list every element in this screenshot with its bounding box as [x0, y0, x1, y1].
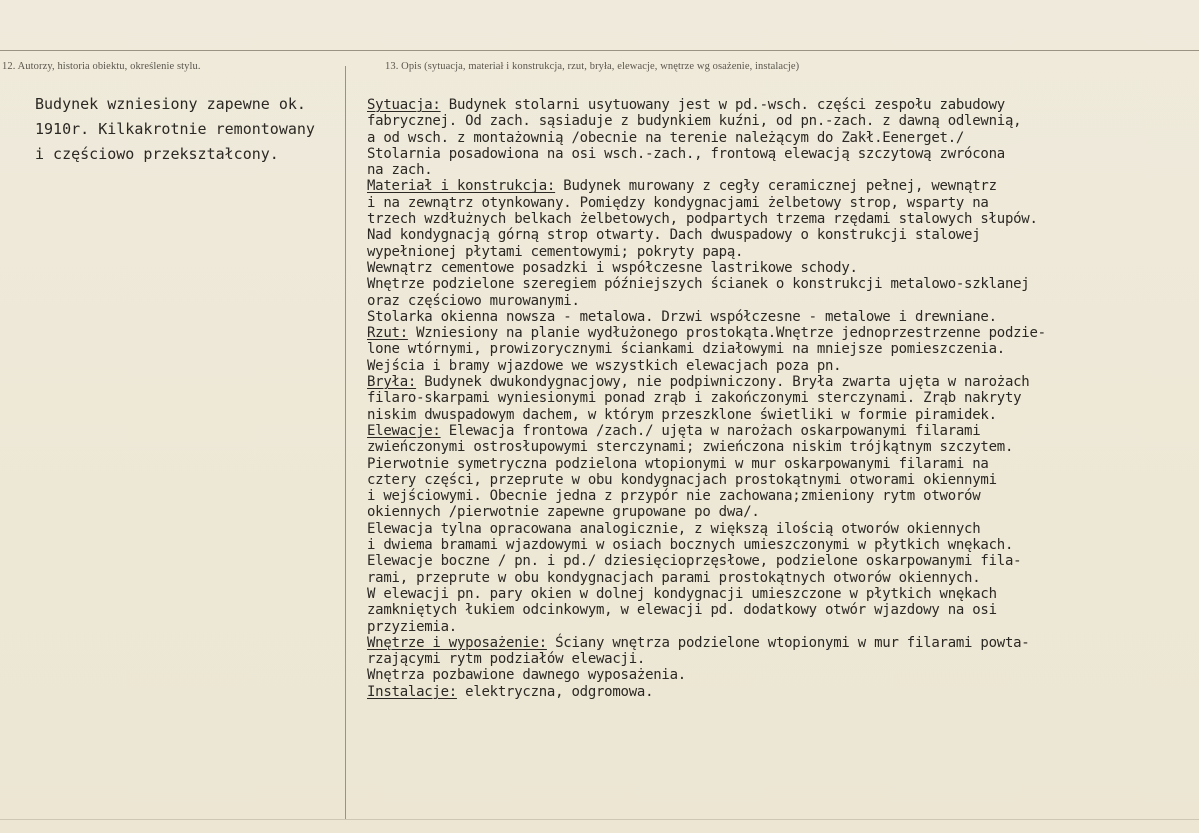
line-text: elektryczna, odgromowa.	[456, 683, 654, 700]
section-label: Rzut:	[367, 325, 408, 342]
description-line	[367, 146, 1192, 162]
line-text: W elewacji pn. pary okien w dolnej kondygnacji umieszczone w płytkich wnękach	[367, 585, 997, 602]
line-text: okiennych /pierwotnie zapewne grupowane po dwa/.	[367, 504, 760, 521]
section-12-header: 12. Autorzy, historia obiektu, określenie stylu.	[2, 61, 201, 72]
line-text: i dwiema bramami wjazdowymi w osiach bocznych umieszczonymi w płytkich wnękach.	[367, 537, 1014, 554]
top-rule	[0, 50, 1199, 51]
description-line	[367, 504, 1192, 520]
line-text: Stolarka okienna nowsza - metalowa. Drzwi współczesne - metalowe i drewniane.	[367, 308, 997, 325]
bottom-rule	[0, 819, 1199, 820]
description-line	[367, 472, 1192, 488]
line-text: trzech wzdłużnych belkach żelbetowych, podpartych trzema rzędami stalowych słupów.	[367, 211, 1038, 228]
line-text: niskim dwuspadowym dachem, w którym przeszklone świetliki w formie piramidek.	[367, 406, 997, 423]
line-text: i na zewnątrz otynkowany. Pomiędzy kondygnacjami żelbetowy strop, wsparty na	[367, 194, 989, 211]
line-text: a od wsch. z montażownią /obecnie na terenie należącym do Zakł.Eenerget./	[367, 129, 965, 146]
line-text: Wnętrze podzielone szeregiem późniejszych ścianek o konstrukcji metalowo-szklanej	[367, 276, 1030, 293]
description-line	[367, 521, 1192, 537]
section-13-header: 13. Opis (sytuacja, materiał i konstrukcja, rzut, bryła, elewacje, wnętrze wg osażenie, instalacje)	[385, 61, 800, 72]
description-line	[367, 341, 1192, 357]
line-text: Wnętrza pozbawione dawnego wyposażenia.	[367, 667, 686, 684]
line-text: wypełnionej płytami cementowymi; pokryty papą.	[367, 243, 744, 260]
line-text: Wewnątrz cementowe posadzki i współczesne lastrikowe schody.	[367, 259, 858, 276]
line-text: Elewacje boczne / pn. i pd./ dziesięcioprzęsłowe, podzielone oskarpowanymi fila-	[367, 553, 1022, 570]
line-text: Budynek murowany z cegły ceramicznej pełnej, wewnątrz	[555, 178, 997, 195]
line-text: przyziemia.	[367, 618, 457, 635]
description-line	[367, 488, 1192, 504]
description-line	[367, 374, 1192, 390]
line-text: Nad kondygnacją górną strop otwarty. Dach dwuspadowy o konstrukcji stalowej	[367, 227, 981, 244]
description-line	[367, 390, 1192, 406]
section-label: Wnętrze i wyposażenie:	[367, 634, 547, 651]
description-line	[367, 211, 1192, 227]
line-text: rzającymi rytm podziałów elewacji.	[367, 651, 646, 668]
line-text: fabrycznej. Od zach. sąsiaduje z budynkiem kuźni, od pn.-zach. z dawną odlewnią,	[367, 113, 1022, 130]
section-label: Bryła:	[367, 374, 417, 391]
section-label: Materiał i konstrukcja:	[367, 178, 556, 195]
line-text: Stolarnia posadowiona na osi wsch.-zach., frontową elewacją szczytową zwrócona	[367, 145, 1005, 162]
line-text: filaro-skarpami wyniesionymi ponad zrąb i zakończonymi sterczynami. Zrąb nakryty	[367, 390, 1022, 407]
line-text: cztery części, przeprute w obu kondygnacjach prostokątnymi otworami okiennymi	[367, 471, 997, 488]
description-line	[367, 619, 1192, 635]
description-line	[367, 570, 1192, 586]
line-text: zwieńczonymi ostrosłupowymi sterczynami; zwieńczona niskim trójkątnym szczytem.	[367, 439, 1014, 456]
description-line	[367, 162, 1192, 178]
description-line	[367, 407, 1192, 423]
line-text: Budynek stolarni usytuowany jest w pd.-wsch. części zespołu zabudowy	[440, 97, 1005, 113]
description-line	[367, 423, 1192, 439]
description-line	[367, 456, 1192, 472]
description-line	[367, 244, 1192, 260]
description-line	[367, 195, 1192, 211]
section-label: Instalacje:	[367, 683, 457, 700]
description-line	[367, 553, 1192, 569]
description-line	[367, 293, 1192, 309]
history-text: Budynek wzniesiony zapewne ok. 1910r. Kilkakrotnie remontowany i częściowo przekształcony.	[35, 95, 315, 163]
description-line	[367, 113, 1192, 129]
description-line	[367, 309, 1192, 325]
description-line	[367, 325, 1192, 341]
description-line	[367, 651, 1192, 667]
line-text: Wzniesiony na planie wydłużonego prostokąta.Wnętrze jednoprzestrzenne podzie-	[407, 325, 1046, 342]
line-text: Pierwotnie symetryczna podzielona wtopionymi w mur oskarpowanymi filarami na	[367, 455, 989, 472]
description-line	[367, 130, 1192, 146]
description-line	[367, 227, 1192, 243]
line-text: Elewacja tylna opracowana analogicznie, z większą ilością otworów okiennych	[367, 520, 981, 537]
description-text	[367, 97, 1192, 700]
description-line	[367, 537, 1192, 553]
column-divider	[345, 66, 346, 819]
line-text: Wejścia i bramy wjazdowe we wszystkich elewacjach poza pn.	[367, 357, 842, 374]
description-line	[367, 667, 1192, 683]
description-line	[367, 635, 1192, 651]
description-line	[367, 358, 1192, 374]
line-text: Elewacja frontowa /zach./ ujęta w narożach oskarpowanymi filarami	[440, 422, 981, 439]
description-line	[367, 684, 1192, 700]
line-text: na zach.	[367, 162, 433, 179]
line-text: rami, przeprute w obu kondygnacjach parami prostokątnych otworów okiennych.	[367, 569, 981, 586]
line-text: oraz częściowo murowanymi.	[367, 292, 580, 309]
section-label: Sytuacja:	[367, 97, 441, 113]
line-text: Ściany wnętrza podzielone wtopionymi w mur filarami powta-	[546, 634, 1030, 651]
section-label: Elewacje:	[367, 422, 441, 439]
description-line	[367, 439, 1192, 455]
description-line	[367, 97, 1192, 113]
description-line	[367, 276, 1192, 292]
line-text: zamkniętych łukiem odcinkowym, w elewacji pd. dodatkowy otwór wjazdowy na osi	[367, 602, 997, 619]
description-line	[367, 178, 1192, 194]
description-line	[367, 260, 1192, 276]
description-line	[367, 586, 1192, 602]
line-text: lone wtórnymi, prowizorycznymi ściankami działowymi na mniejsze pomieszczenia.	[367, 341, 1005, 358]
line-text: i wejściowymi. Obecnie jedna z przypór nie zachowana;zmieniony rytm otworów	[367, 488, 981, 505]
description-line	[367, 602, 1192, 618]
line-text: Budynek dwukondygnacjowy, nie podpiwniczony. Bryła zwarta ujęta w narożach	[416, 374, 1030, 391]
